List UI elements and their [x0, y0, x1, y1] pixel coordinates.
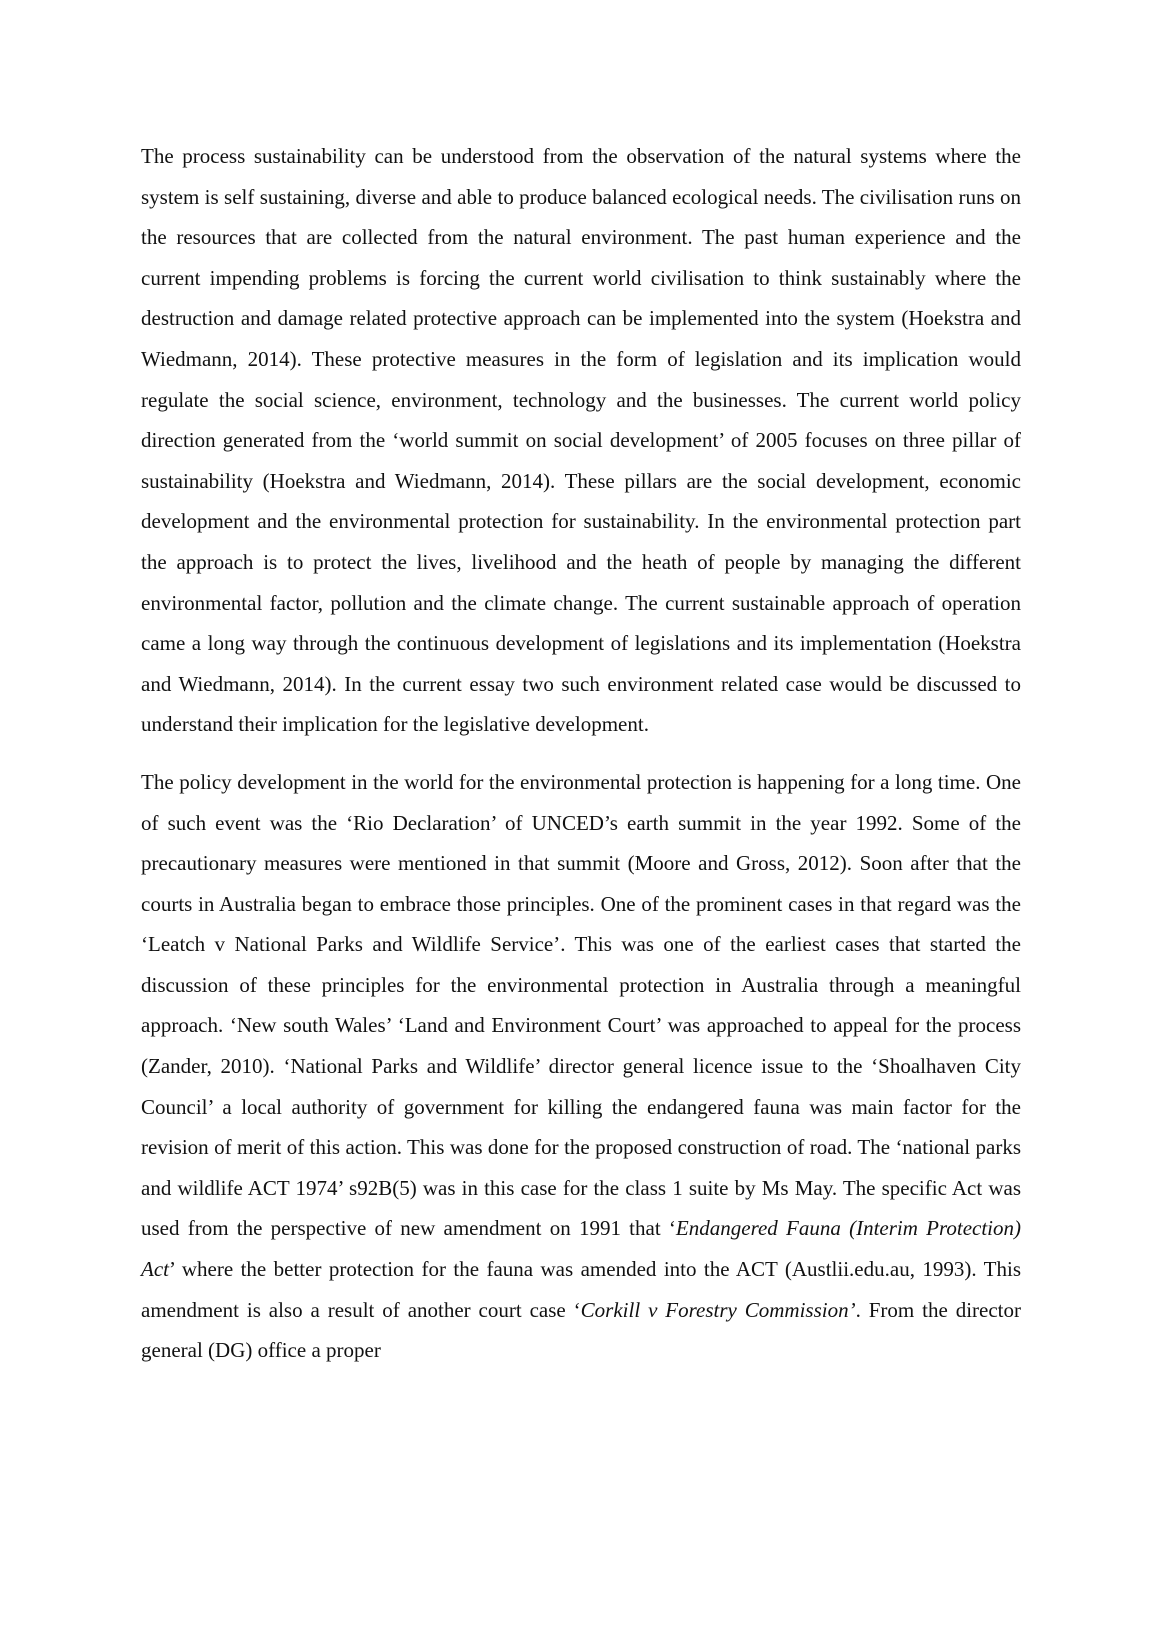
case-title-italic: Corkill v Forestry Commission’	[580, 1297, 856, 1322]
paragraph-2	[141, 762, 1021, 1371]
paragraph-1	[141, 136, 1021, 745]
body-text	[141, 136, 1021, 1388]
act-title-italic: Endangered Fauna (Interim Protection) Act	[141, 1216, 1022, 1282]
paragraph-1-text: The process sustainability can be understood from the observation of the natural systems where the system is self sustaining, diverse and able to produce balanced ecological needs. The civilisation runs on the resources that are collected from the natural environment. The past human experience and the current impending problems is forcing the current world civilisation to think sustainably where the destruction and damage related protective approach can be implemented into the system (Hoekstra and Wiedmann, 2014). These protective measures in the form of legislation and its implication would regulate the social science, environment, technology and the businesses. The current world policy direction generated from the ‘world summit on social development’ of 2005 focuses on three pillar of sustainability (Hoekstra and Wiedmann, 2014). These pillars are the social development, economic development and the environmental protection for sustainability. In the environmental protection part the approach is to protect the lives, livelihood and the heath of people by managing the different environmental factor, pollution and the climate change. The current sustainable approach of operation came a long way through the continuous development of legislations and its implementation (Hoekstra and Wiedmann, 2014). In the current essay two such environment related case would be discussed to understand their implication for the legislative development.	[141, 144, 1021, 737]
paragraph-2-text-a: The policy development in the world for the environmental protection is happening for a long time. One of such event was the ‘Rio Declaration’ of UNCED’s earth summit in the year 1992. Some of the precautionary measures were mentioned in that summit (Moore and Gross, 2012). Soon after that the courts in Australia began to embrace those principles. One of the prominent cases in that regard was the ‘Leatch v National Parks and Wildlife Service’. This was one of the earliest cases that started the discussion of these principles for the environmental protection in Australia through a meaningful approach. ‘New south Wales’ ‘Land and Environment Court’ was approached to appeal for the process (Zander, 2010). ‘National Parks and Wildlife’ director general licence issue to the ‘Shoalhaven City Council’ a local authority of government for killing the endangered fauna was main factor for the revision of merit of this action. This was done for the proposed construction of road. The ‘national parks and wildlife ACT 1974’ s92B(5) was in this case for the class 1 suite by Ms May. The specific Act was used from the perspective of new amendment on 1991 that ‘	[141, 769, 1021, 1241]
paragraph-2-text-b: ’ where the better protection for the fauna was amended into the ACT (Austlii.edu.au, 1993). This amendment is also a result of another court case ‘	[141, 1257, 1021, 1322]
paragraph-2-text-c: . From the director general (DG) office a proper	[141, 1297, 1021, 1363]
